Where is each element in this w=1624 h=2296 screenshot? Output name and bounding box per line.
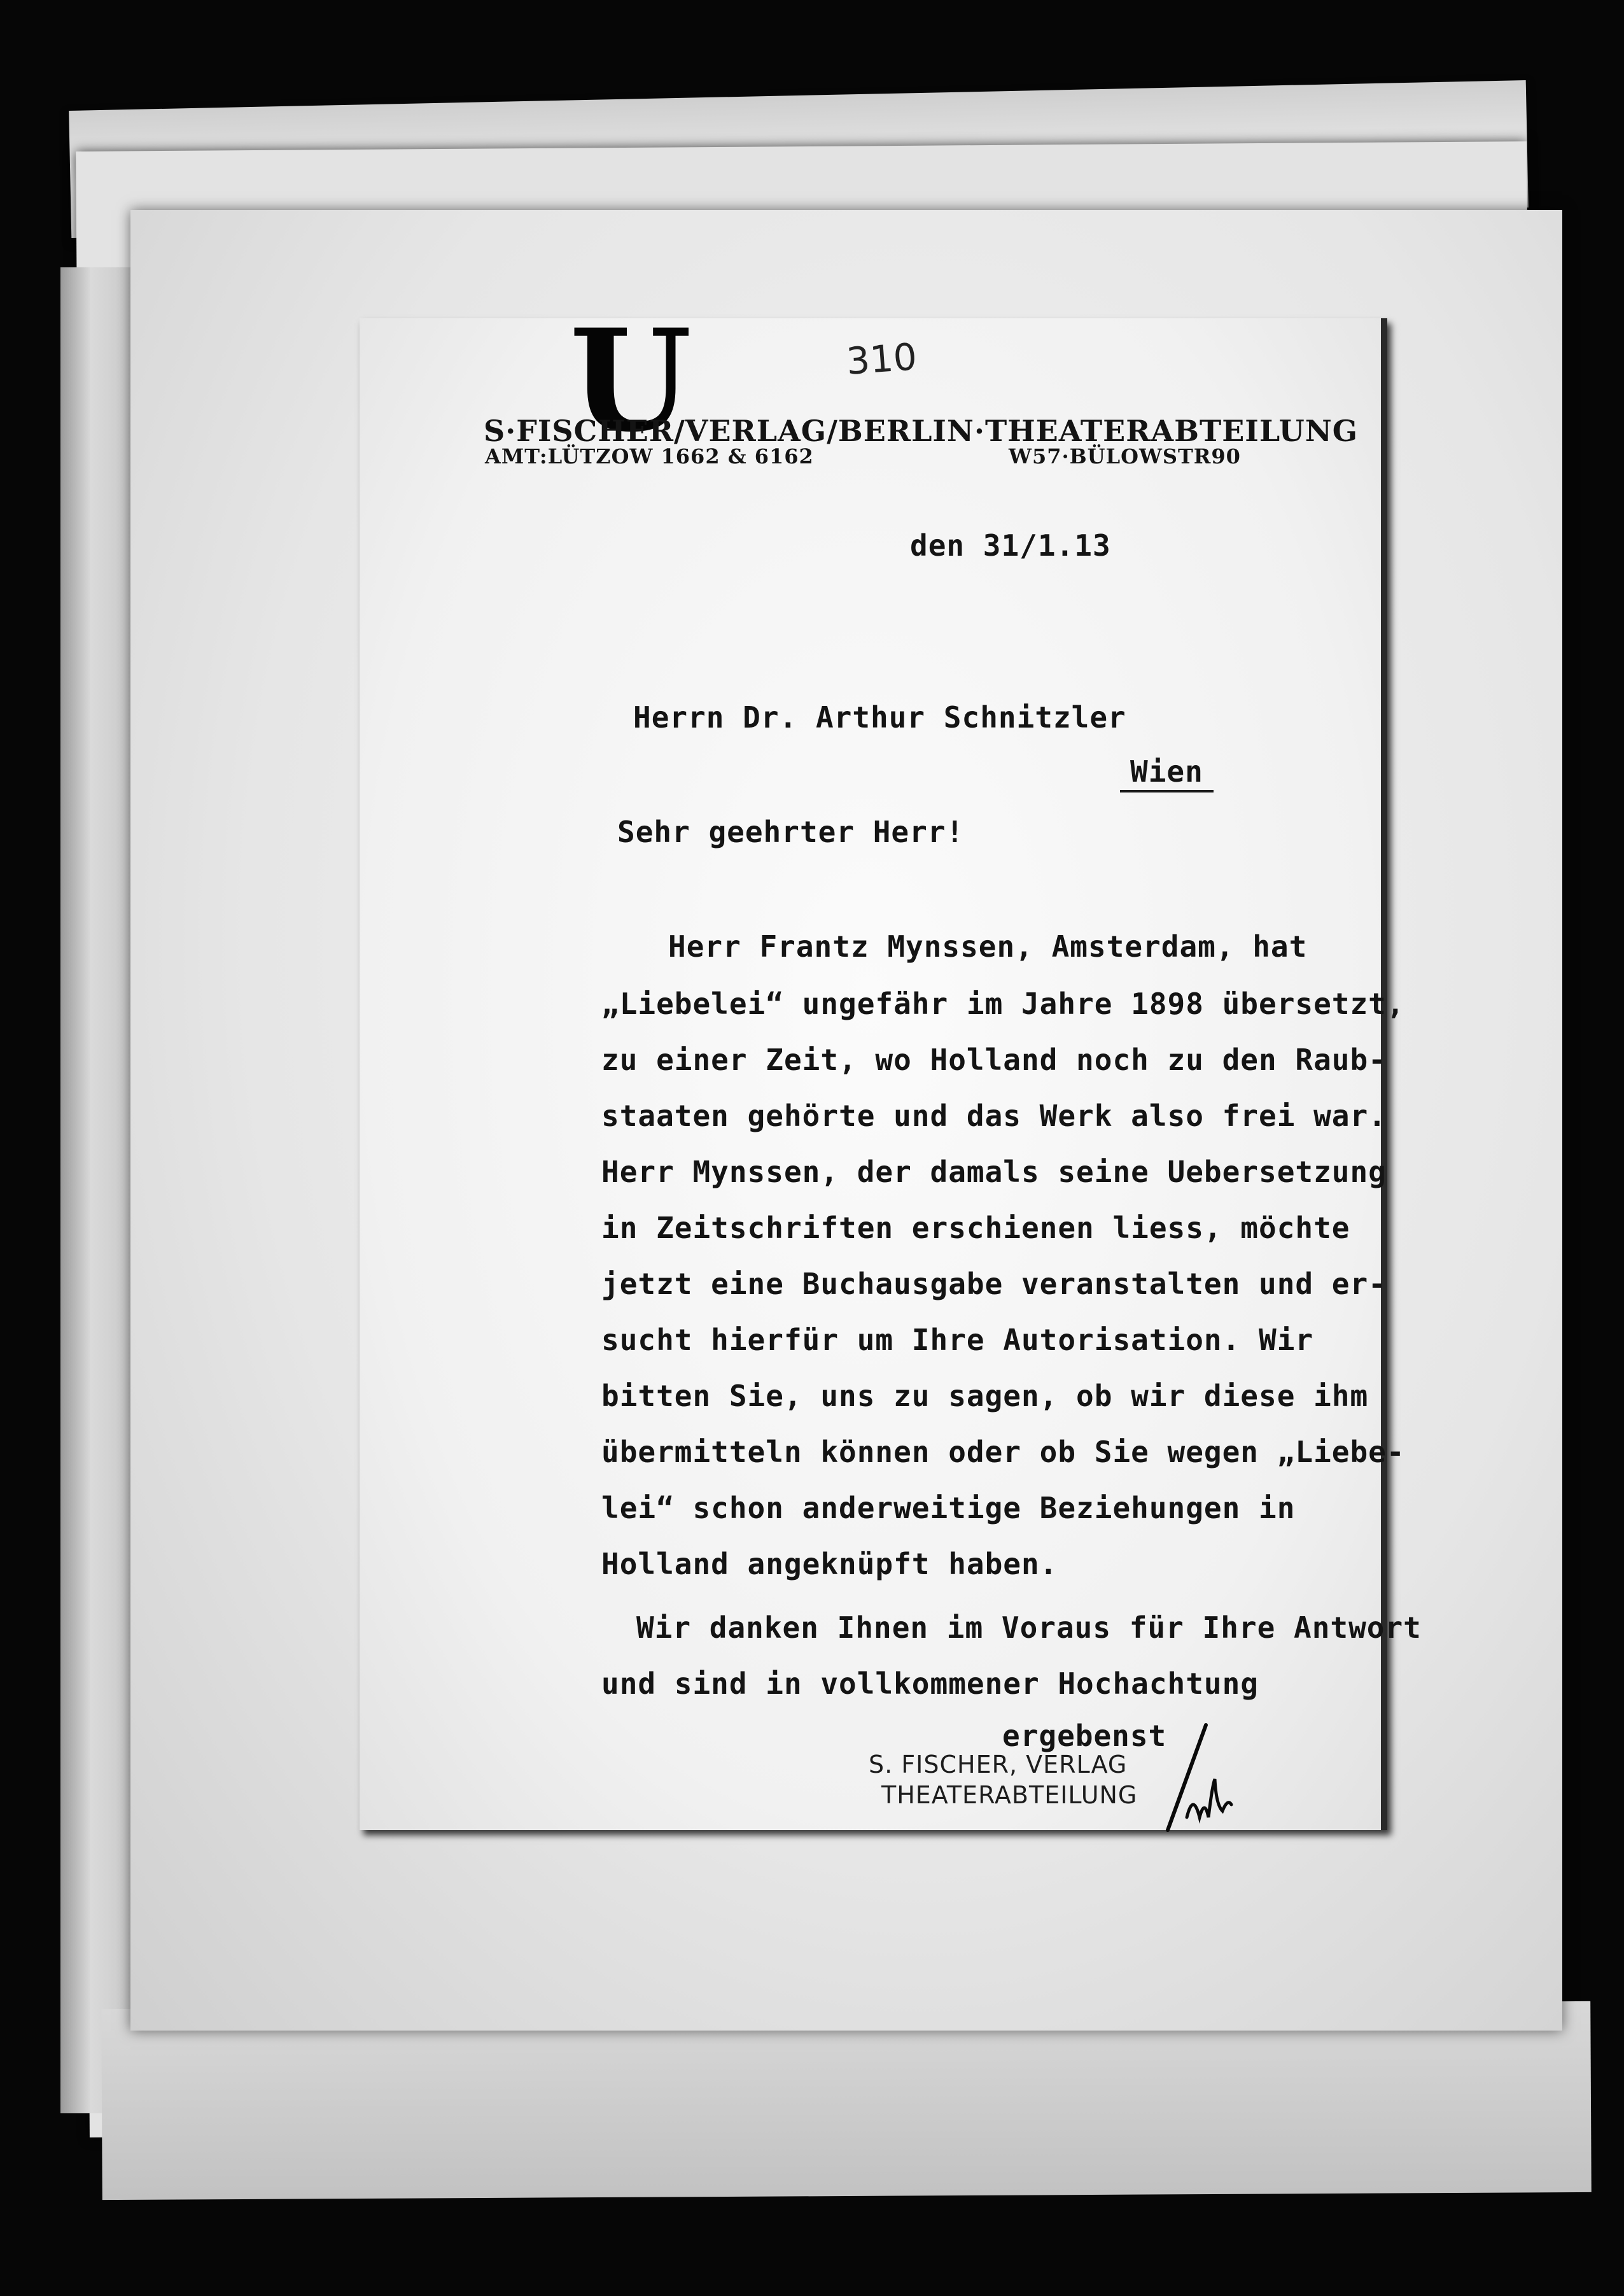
page-number: 310 [844,335,918,383]
body-line: staaten gehörte und das Werk also frei war. [601,1099,1387,1133]
letter-date: den 31/1.13 [910,528,1111,563]
body-line: lei“ schon anderweitige Beziehungen in [601,1491,1296,1525]
body-line: in Zeitschriften erschienen liess, möchte [601,1211,1350,1245]
letterhead-phone: AMT:LÜTZOW 1662 & 6162 [485,444,814,468]
closing-line: und sind in vollkommener Hochachtung [601,1666,1259,1701]
body-line: sucht hierfür um Ihre Autorisation. Wir [601,1323,1314,1357]
body-line: bitten Sie, uns zu sagen, ob wir diese ihm [601,1379,1369,1413]
stamp-line: THEATERABTEILUNG [881,1781,1138,1809]
body-line: „Liebelei“ ungefähr im Jahre 1898 übersetzt, [601,987,1405,1021]
letterhead-title: S·FISCHER/VERLAG/BERLIN·THEATERABTEILUNG [484,414,1359,448]
body-line: Herr Frantz Mynssen, Amsterdam, hat [668,929,1308,964]
letterhead-address: W57·BÜLOWSTR90 [1009,444,1241,468]
body-line: übermitteln können oder ob Sie wegen „Liebe- [601,1435,1405,1469]
paper-edge-bottom [101,2001,1592,2200]
handwritten-signature [1161,1722,1238,1833]
closing-line: Wir danken Ihnen im Voraus für Ihre Antwort [636,1610,1422,1645]
stamp-line: S. FISCHER, VERLAG [869,1750,1128,1778]
recipient-city: Wien [1120,754,1214,792]
body-line: jetzt eine Buchausgabe veranstalten und er- [601,1267,1387,1301]
body-line: Holland angeknüpft haben. [601,1547,1058,1581]
handwritten-mark: U [570,298,692,463]
valediction: ergebenst [1002,1719,1167,1753]
salutation: Sehr geehrter Herr! [617,815,965,849]
recipient-name: Herrn Dr. Arthur Schnitzler [633,700,1126,735]
paper-edge-left [60,267,137,2113]
body-line: zu einer Zeit, wo Holland noch zu den Raub- [601,1043,1387,1077]
body-line: Herr Mynssen, der damals seine Uebersetzung [601,1155,1387,1189]
